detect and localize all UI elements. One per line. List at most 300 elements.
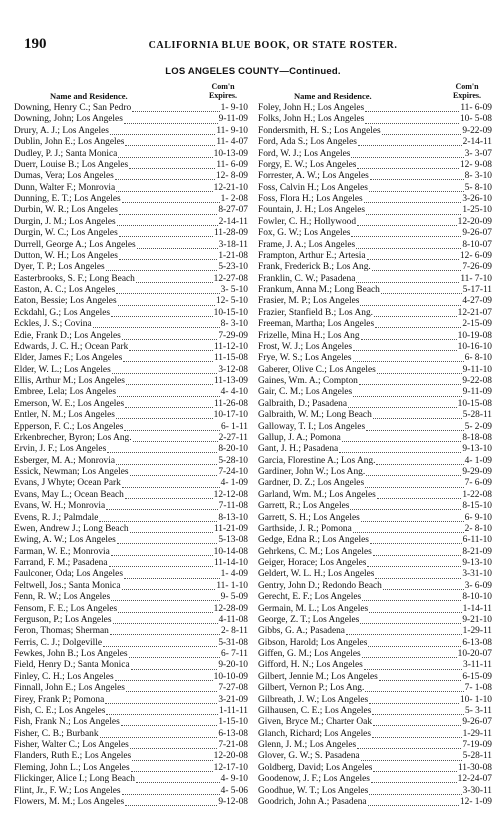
- roster-entry: [14, 160, 248, 171]
- roster-entry: [258, 103, 492, 114]
- roster-entry: [14, 683, 248, 694]
- left-entry-list: [14, 103, 248, 808]
- roster-entry: [258, 183, 492, 194]
- roster-entry: [258, 285, 492, 296]
- entry-expiration-date: 9-29-09: [462, 467, 492, 477]
- roster-entry: [14, 194, 248, 205]
- entry-expiration-date: 9-22-09: [462, 125, 492, 136]
- entry-expiration-date: 1-21-08: [218, 250, 248, 261]
- roster-entry: [14, 308, 248, 319]
- roster-entry: [258, 649, 492, 660]
- leader-dots: [372, 708, 464, 715]
- right-entry-list: [258, 103, 492, 808]
- entry-name-residence: Frankum, Anna M.; Long Beach: [258, 285, 380, 295]
- entry-name-residence: Ewing, A. W.; Los Angeles: [14, 535, 116, 546]
- entry-name-residence: Easton, A. C.; Los Angeles: [14, 285, 116, 295]
- roster-entry: [258, 604, 492, 615]
- entry-expiration-date: 5- 2-09: [464, 421, 492, 432]
- leader-dots: [122, 196, 220, 203]
- entry-name-residence: Fleming, John L.; Los Angeles: [14, 762, 130, 773]
- entry-expiration-date: 8-10-07: [462, 239, 492, 250]
- leader-dots: [117, 219, 218, 226]
- leader-dots: [353, 355, 464, 362]
- leader-dots: [116, 287, 219, 294]
- entry-expiration-date: 12- 8-09: [215, 171, 248, 182]
- entry-name-residence: Garcia, Florestine A.; Los Ang.: [258, 455, 376, 466]
- entry-name-residence: Gardiner, John W.; Los Ang.: [258, 467, 366, 477]
- entry-name-residence: Firey, Frank P.; Pomona: [14, 694, 105, 705]
- entry-expiration-date: 1-22-08: [462, 489, 492, 500]
- roster-columns: [14, 82, 492, 808]
- leader-dots: [116, 458, 217, 465]
- entry-name-residence: Gibbs, G. A.; Pasadena: [258, 626, 345, 637]
- entry-expiration-date: 10-14-08: [213, 546, 248, 557]
- roster-entry: [14, 137, 248, 148]
- entry-name-residence: Evans, May L.; Ocean Beach: [14, 489, 124, 500]
- entry-name-residence: Essick, Newman; Los Angeles: [14, 467, 129, 477]
- roster-entry: [14, 285, 248, 296]
- entry-expiration-date: 9-11-10: [462, 364, 492, 375]
- entry-expiration-date: 8- 3-10: [220, 319, 248, 330]
- roster-entry: [14, 353, 248, 364]
- leader-dots: [366, 208, 461, 215]
- roster-entry: [258, 706, 492, 717]
- entry-name-residence: Ervin, J. F.; Los Angeles: [14, 444, 107, 455]
- roster-entry: [258, 160, 492, 171]
- roster-entry: [14, 786, 248, 797]
- entry-name-residence: Dumas, Vera; Los Angeles: [14, 171, 114, 182]
- entry-name-residence: Dublin, John E.; Los Angeles: [14, 137, 125, 148]
- roster-entry: [14, 365, 248, 376]
- leader-dots: [361, 754, 462, 761]
- roster-entry: [258, 456, 492, 467]
- roster-entry: [14, 615, 248, 626]
- leader-dots: [372, 731, 462, 738]
- entry-expiration-date: 10-17-10: [213, 410, 248, 421]
- entry-expiration-date: 4- 1-09: [464, 455, 492, 466]
- roster-entry: [14, 149, 248, 160]
- entry-expiration-date: 9-20-10: [218, 660, 248, 671]
- entry-name-residence: Flint, Jr., F. W.; Los Angeles: [14, 785, 121, 796]
- leader-dots: [377, 492, 462, 499]
- roster-entry: [258, 797, 492, 808]
- entry-name-residence: Feltwell, Jos.; Santa Monica: [14, 580, 121, 591]
- entry-name-residence: Eaton, Bessie; Los Angeles: [14, 296, 117, 307]
- roster-entry: [14, 467, 248, 478]
- entry-name-residence: Ford, W. J.; Los Angeles: [258, 148, 351, 159]
- entry-expiration-date: 6- 7-11: [221, 649, 248, 659]
- leader-dots: [107, 446, 217, 453]
- leader-dots: [376, 458, 463, 465]
- leader-dots: [131, 663, 218, 670]
- roster-entry: [258, 478, 492, 489]
- entry-name-residence: Frank, Frederick B.; Los Ang.: [258, 262, 371, 273]
- entry-name-residence: Frasier, M. P.; Los Angeles: [258, 296, 360, 307]
- roster-entry: [258, 592, 492, 603]
- entry-expiration-date: 1-29-11: [462, 728, 492, 739]
- leader-dots: [122, 333, 218, 340]
- name-column-heading: Name and Residence.: [50, 91, 128, 101]
- leader-dots: [125, 401, 213, 408]
- roster-entry: [14, 797, 248, 808]
- entry-name-residence: Farman, W. E.; Monrovia: [14, 546, 110, 557]
- entry-expiration-date: 12- 6-09: [459, 250, 492, 261]
- entry-name-residence: Field, Henry D.; Santa Monica: [14, 660, 130, 671]
- leader-dots: [131, 765, 213, 772]
- roster-entry: [14, 660, 248, 671]
- entry-name-residence: Durrell, George A.; Los Angeles: [14, 239, 136, 250]
- entry-expiration-date: 7-24-10: [218, 467, 248, 477]
- entry-name-residence: Glenn, J. M.; Los Angeles: [258, 740, 357, 750]
- entry-name-residence: Durgin, J. M.; Los Angeles: [14, 216, 116, 227]
- roster-entry: [14, 501, 248, 512]
- entry-name-residence: Geiger, Horace; Los Angeles: [258, 558, 367, 568]
- entry-name-residence: Dunn, Walter F.; Monrovia: [14, 182, 116, 193]
- roster-entry: [258, 342, 492, 353]
- entry-expiration-date: 4- 1-09: [220, 478, 248, 489]
- commission-heading-line1: Com'n: [455, 82, 479, 91]
- leader-dots: [117, 390, 220, 397]
- entry-name-residence: Gair, C. M.; Los Angeles: [258, 387, 353, 398]
- section-title: LOS ANGELES COUNTY—Continued.: [165, 66, 341, 77]
- roster-entry: [258, 194, 492, 205]
- entry-name-residence: Fish, C. E.; Los Angeles: [14, 705, 106, 716]
- entry-name-residence: Dudley, P. J.; Santa Monica: [14, 148, 118, 159]
- entry-expiration-date: 9-13-10: [462, 558, 492, 568]
- roster-entry: [14, 638, 248, 649]
- entry-name-residence: Ewen, Andrew J.; Long Beach: [14, 523, 129, 534]
- entry-expiration-date: 11- 1-10: [216, 580, 248, 591]
- roster-entry: [14, 558, 248, 569]
- leader-dots: [357, 219, 457, 226]
- entry-expiration-date: 5-17-11: [462, 285, 492, 295]
- entry-expiration-date: 6-15-09: [462, 671, 492, 682]
- roster-entry: [14, 592, 248, 603]
- leader-dots: [116, 185, 212, 192]
- roster-entry: [258, 353, 492, 364]
- roster-entry: [14, 604, 248, 615]
- leader-dots: [124, 117, 218, 124]
- leader-dots: [357, 742, 461, 749]
- entry-name-residence: Gerecht, E. F.; Los Angeles: [258, 592, 362, 603]
- entry-expiration-date: 12-21-10: [213, 182, 248, 193]
- roster-entry: [258, 524, 492, 535]
- leader-dots: [117, 537, 217, 544]
- commission-heading-line2: Expires.: [452, 91, 482, 100]
- entry-expiration-date: 10-15-10: [213, 307, 248, 318]
- entry-name-residence: Gifford, H. N.; Los Angeles: [258, 660, 363, 671]
- roster-entry: [14, 251, 248, 262]
- entry-expiration-date: 11- 7-10: [460, 273, 492, 284]
- roster-entry: [258, 660, 492, 671]
- entry-name-residence: Epperson, F. C.; Los Angeles: [14, 421, 124, 432]
- entry-expiration-date: 5- 3-11: [465, 705, 492, 716]
- leader-dots: [342, 435, 461, 442]
- entry-name-residence: Elder, W. L.; Los Angeles: [14, 364, 111, 375]
- entry-expiration-date: 3-18-11: [218, 239, 248, 250]
- roster-entry: [14, 331, 248, 342]
- roster-entry: [258, 558, 492, 569]
- leader-dots: [111, 310, 213, 317]
- entry-expiration-date: 11-21-09: [213, 523, 248, 534]
- entry-name-residence: Entler, N. M.; Los Angeles: [14, 410, 115, 421]
- entry-name-residence: Goldberg, David; Los Angeles: [258, 762, 373, 773]
- leader-dots: [132, 754, 212, 761]
- entry-name-residence: Esberger, M. A.; Monrovia: [14, 455, 115, 466]
- leader-dots: [115, 173, 215, 180]
- leader-dots: [130, 742, 217, 749]
- entry-expiration-date: 9-12-08: [218, 796, 248, 807]
- entry-name-residence: Evans, J Whyte; Ocean Park: [14, 478, 121, 489]
- leader-dots: [377, 367, 462, 374]
- entry-expiration-date: 5-31-08: [218, 637, 248, 648]
- entry-name-residence: Finnall, John E.; Los Angeles: [14, 683, 125, 694]
- entry-expiration-date: 5-28-11: [462, 751, 492, 762]
- leader-dots: [362, 594, 461, 601]
- entry-expiration-date: 3- 5-10: [220, 285, 248, 295]
- leader-dots: [379, 674, 462, 681]
- leader-dots: [111, 594, 220, 601]
- entry-expiration-date: 11-13-09: [213, 376, 248, 386]
- entry-name-residence: Glover, G. W.; S. Pasadena: [258, 751, 360, 762]
- roster-entry: [14, 103, 248, 114]
- leader-dots: [361, 515, 464, 522]
- leader-dots: [357, 162, 459, 169]
- running-head: [24, 36, 482, 56]
- leader-dots: [100, 731, 218, 738]
- roster-entry: [258, 535, 492, 546]
- entry-name-residence: Flanders, Ruth E.; Los Angeles: [14, 751, 132, 762]
- entry-expiration-date: 2-14-11: [218, 216, 248, 227]
- entry-expiration-date: 4-27-09: [462, 296, 492, 307]
- entry-expiration-date: 1-25-10: [462, 205, 492, 216]
- roster-entry: [14, 763, 248, 774]
- entry-name-residence: Evens, R. J.; Palmdale: [14, 512, 99, 523]
- entry-name-residence: Frazier, Stanfield B.; Los Ang.: [258, 307, 373, 318]
- leader-dots: [121, 719, 218, 726]
- entry-name-residence: Frizelle, Mina H.; Los Ang: [258, 330, 360, 341]
- leader-dots: [119, 208, 217, 215]
- roster-entry: [258, 262, 492, 273]
- entry-expiration-date: 11-12-10: [213, 341, 248, 352]
- leader-dots: [118, 299, 215, 306]
- entry-expiration-date: 3- 3-07: [464, 148, 492, 159]
- roster-entry: [14, 296, 248, 307]
- entry-name-residence: Galbraith, D.; Pasadena: [258, 398, 348, 409]
- leader-dots: [381, 287, 462, 294]
- roster-entry: [14, 444, 248, 455]
- leader-dots: [119, 253, 217, 260]
- entry-expiration-date: 2-15-09: [462, 319, 492, 330]
- leader-dots: [106, 264, 218, 271]
- roster-entry: [258, 149, 492, 160]
- entry-name-residence: Eckdahl, G.; Los Angeles: [14, 307, 111, 318]
- leader-dots: [373, 765, 457, 772]
- roster-entry: [14, 399, 248, 410]
- leader-dots: [375, 321, 461, 328]
- leader-dots: [118, 151, 212, 158]
- entry-expiration-date: 6-13-08: [218, 728, 248, 739]
- entry-name-residence: Germain, M. L.; Los Angeles: [258, 603, 369, 614]
- entry-expiration-date: 12-24-07: [457, 774, 492, 785]
- left-column-header: [14, 82, 248, 103]
- roster-entry: [14, 535, 248, 546]
- roster-entry: [258, 217, 492, 228]
- entry-name-residence: Ford, Ada S.; Los Angeles: [258, 137, 357, 148]
- entry-name-residence: Gardner, D. Z.; Los Angeles: [258, 478, 365, 489]
- roster-entry: [258, 387, 492, 398]
- entry-name-residence: Farrand, F. M.; Pasadena: [14, 558, 108, 568]
- leader-dots: [365, 481, 464, 488]
- leader-dots: [351, 230, 461, 237]
- entry-expiration-date: 9- 5-09: [220, 592, 248, 603]
- roster-entry: [14, 774, 248, 785]
- entry-name-residence: Fewkes, John B.; Los Angeles: [14, 649, 128, 659]
- leader-dots: [126, 685, 217, 692]
- roster-entry: [14, 217, 248, 228]
- name-column-heading: Name and Residence.: [294, 91, 372, 101]
- page-number: 190: [24, 36, 47, 52]
- leader-dots: [124, 424, 220, 431]
- leader-dots: [115, 674, 213, 681]
- leader-dots: [129, 344, 213, 351]
- leader-dots: [353, 344, 457, 351]
- entry-name-residence: Erkenbrecher, Byron; Los Ang.: [14, 432, 132, 443]
- leader-dots: [356, 276, 459, 283]
- entry-expiration-date: 8-27-07: [218, 205, 248, 216]
- roster-entry: [258, 569, 492, 580]
- entry-name-residence: Folks, John H.; Los Angeles: [258, 114, 365, 125]
- entry-name-residence: Garrett, R.; Los Angeles: [258, 501, 350, 512]
- roster-entry: [14, 706, 248, 717]
- leader-dots: [375, 572, 461, 579]
- entry-expiration-date: 8-10-10: [462, 592, 492, 603]
- leader-dots: [110, 128, 215, 135]
- roster-entry: [14, 672, 248, 683]
- leader-dots: [367, 560, 461, 567]
- roster-entry: [14, 513, 248, 524]
- leader-dots: [130, 469, 218, 476]
- roster-entry: [258, 695, 492, 706]
- entry-expiration-date: 2-27-11: [218, 432, 248, 443]
- entry-expiration-date: 7-21-08: [218, 740, 248, 750]
- entry-expiration-date: 7-27-08: [218, 683, 248, 694]
- leader-dots: [362, 651, 457, 658]
- roster-entry: [14, 114, 248, 125]
- roster-entry: [258, 376, 492, 387]
- entry-name-residence: Garland, Wm. M.; Los Angeles: [258, 489, 376, 500]
- entry-expiration-date: 11- 9-10: [216, 125, 248, 136]
- leader-dots: [368, 640, 461, 647]
- roster-entry: [14, 171, 248, 182]
- entry-name-residence: Edwards, J. C. H.; Ocean Park: [14, 341, 129, 352]
- leader-dots: [383, 583, 464, 590]
- roster-entry: [258, 444, 492, 455]
- leader-dots: [359, 378, 461, 385]
- leader-dots: [374, 310, 457, 317]
- leader-dots: [116, 412, 213, 419]
- entry-name-residence: Garrett, S. H.; Los Angeles: [258, 512, 360, 523]
- roster-entry: [258, 240, 492, 251]
- roster-entry: [14, 740, 248, 751]
- roster-entry: [258, 751, 492, 762]
- entry-expiration-date: 10-16-10: [457, 341, 492, 352]
- roster-entry: [14, 649, 248, 660]
- roster-entry: [258, 683, 492, 694]
- entry-expiration-date: 7-29-09: [218, 330, 248, 341]
- entry-expiration-date: 1-14-11: [462, 603, 492, 614]
- entry-name-residence: Goodenow, J. F.; Los Angeles: [258, 774, 370, 785]
- entry-expiration-date: 6- 9-10: [464, 512, 492, 523]
- entry-expiration-date: 6-13-08: [462, 637, 492, 648]
- right-column-header: [258, 82, 492, 103]
- entry-expiration-date: 3- 6-09: [464, 580, 492, 591]
- entry-expiration-date: 1-15-10: [218, 717, 248, 728]
- leader-dots: [358, 139, 462, 146]
- entry-name-residence: Ellis, Arthur M.; Los Angeles: [14, 376, 125, 386]
- roster-entry: [258, 547, 492, 558]
- leader-dots: [125, 799, 217, 806]
- entry-name-residence: Emerson, W. E.; Los Angeles: [14, 398, 125, 409]
- leader-dots: [130, 526, 213, 533]
- entry-name-residence: Gant, J. H.; Pasadena: [258, 444, 339, 455]
- entry-name-residence: Gilbert, Jennie M.; Los Angeles: [258, 671, 378, 682]
- entry-expiration-date: 3-26-10: [462, 194, 492, 204]
- entry-expiration-date: 1- 9-10: [220, 103, 248, 113]
- entry-name-residence: Fowler, C. H.; Hollywood: [258, 216, 357, 227]
- leader-dots: [361, 333, 457, 340]
- entry-expiration-date: 10-10-09: [213, 671, 248, 682]
- leader-dots: [365, 117, 459, 124]
- entry-expiration-date: 12- 1-09: [459, 796, 492, 807]
- roster-entry: [14, 569, 248, 580]
- roster-entry: [14, 626, 248, 637]
- roster-entry: [258, 205, 492, 216]
- entry-name-residence: Feron, Thomas; Sherman: [14, 626, 109, 637]
- leader-dots: [373, 719, 461, 726]
- entry-name-residence: Edie, Frank D.; Los Angeles: [14, 330, 121, 341]
- roster-entry: [14, 228, 248, 239]
- entry-name-residence: Ferguson, P.; Los Angeles: [14, 614, 112, 625]
- entry-name-residence: Given, Bryce M.; Charter Oak: [258, 717, 373, 728]
- entry-name-residence: Finley, C. H.; Los Angeles: [14, 671, 114, 682]
- leader-dots: [350, 503, 461, 510]
- entry-name-residence: Ferris, C. J.; Dolgeville: [14, 637, 103, 648]
- entry-name-residence: Gentry, John D.; Redondo Beach: [258, 580, 382, 591]
- entry-name-residence: Fountain, J. H.; Los Angeles: [258, 205, 366, 216]
- roster-entry: [258, 467, 492, 478]
- entry-expiration-date: 2- 8-10: [464, 523, 492, 534]
- leader-dots: [360, 299, 461, 306]
- leader-dots: [369, 697, 459, 704]
- entry-name-residence: George, Z. T.; Los Angeles: [258, 614, 360, 625]
- leader-dots: [106, 708, 218, 715]
- leader-dots: [360, 617, 461, 624]
- entry-expiration-date: 9-11-09: [218, 114, 248, 125]
- entry-expiration-date: 5-13-08: [218, 535, 248, 546]
- leader-dots: [382, 128, 462, 135]
- entry-expiration-date: 6- 8-10: [464, 353, 492, 364]
- roster-entry: [14, 387, 248, 398]
- roster-entry: [258, 114, 492, 125]
- entry-name-residence: Durgin, W. C.; Los Angeles: [14, 228, 118, 239]
- entry-expiration-date: 3-11-11: [463, 660, 492, 671]
- leader-dots: [126, 378, 213, 385]
- leader-dots: [111, 549, 213, 556]
- entry-expiration-date: 7-26-09: [462, 262, 492, 273]
- entry-expiration-date: 9-26-07: [462, 717, 492, 728]
- entry-name-residence: Galbraith, W. M.; Long Beach: [258, 410, 372, 421]
